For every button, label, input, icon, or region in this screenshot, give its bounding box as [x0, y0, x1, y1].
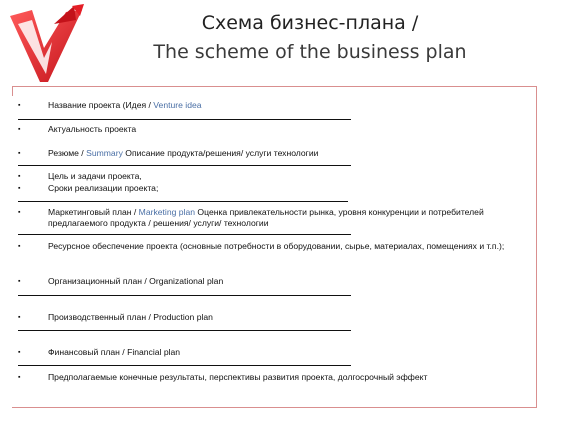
- item-text: Актуальность проекта: [48, 124, 137, 134]
- divider: [18, 365, 351, 366]
- item-text: Предполагаемые конечные результаты, перспективы развития проекта, долгосрочный эффект: [48, 372, 428, 382]
- bullet-icon: ▪: [18, 102, 21, 109]
- item-text: Ресурсное обеспечение проекта (основные потребности в оборудовании, сырье, материалах, помещениях и т.п.);: [48, 241, 505, 251]
- divider: [18, 330, 351, 331]
- page-title-ru: Схема бизнес-плана /: [201, 12, 419, 34]
- item-text-rest: Оценка привлекательности рынка, уровня конкуренции и потребителей предлагаемого продукта / решения/ услуги/ технологии: [48, 207, 484, 228]
- item-text: Производственный план / Production plan: [48, 312, 213, 322]
- item-text: Сроки реализации проекта;: [48, 183, 159, 193]
- page-title-en: The scheme of the business plan: [153, 41, 467, 63]
- bullet-icon: ▪: [18, 126, 21, 133]
- item-text: Организационный план / Organizational plan: [48, 276, 224, 286]
- bullet-icon: ▪: [18, 349, 21, 356]
- bullet-icon: ▪: [18, 314, 21, 321]
- item-text: Резюме /: [48, 148, 87, 158]
- bullet-icon: ▪: [18, 374, 21, 381]
- bullet-icon: ▪: [18, 150, 21, 157]
- company-logo-icon: [2, 2, 88, 88]
- bullet-icon: ▪: [18, 173, 21, 180]
- item-highlight: Venture idea: [153, 100, 202, 110]
- item-highlight: Marketing plan: [138, 207, 196, 217]
- item-text-rest: Описание продукта/решения/ услуги технологии: [122, 148, 319, 158]
- frame-corner: [12, 86, 13, 96]
- divider: [18, 295, 351, 296]
- divider: [18, 234, 351, 235]
- divider: [18, 165, 351, 166]
- divider: [18, 201, 348, 202]
- item-text: Маркетинговый план /: [48, 207, 139, 217]
- bullet-icon: ▪: [18, 185, 21, 192]
- item-highlight: Summary: [86, 148, 123, 158]
- item-text: Финансовый план / Financial plan: [48, 347, 181, 357]
- divider: [18, 119, 351, 120]
- bullet-icon: ▪: [18, 209, 21, 216]
- item-text: Название проекта (Идея /: [48, 100, 154, 110]
- item-text: Цель и задачи проекта,: [48, 171, 142, 181]
- bullet-icon: ▪: [18, 278, 21, 285]
- bullet-icon: ▪: [18, 243, 21, 250]
